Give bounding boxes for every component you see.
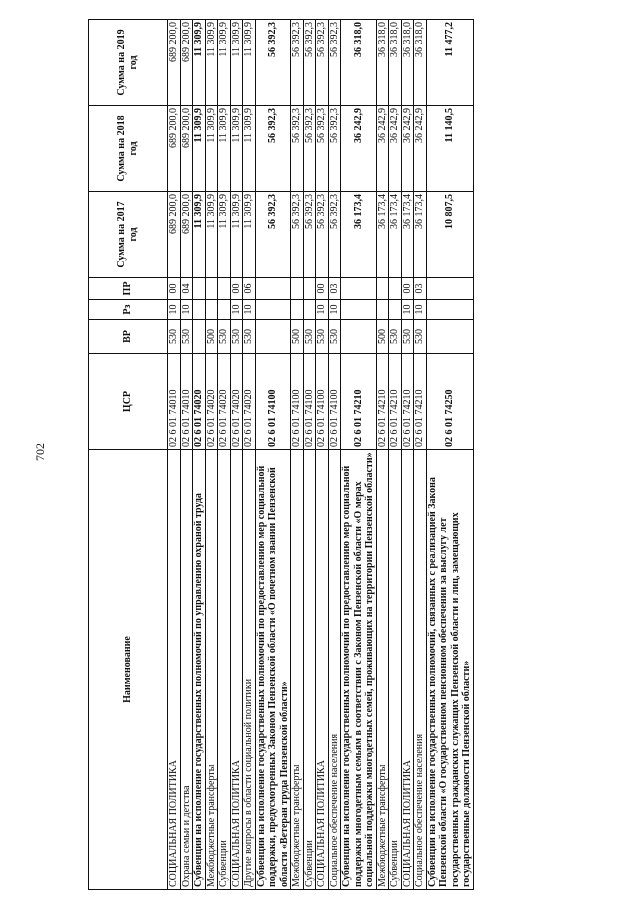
- page-number: 702: [33, 443, 47, 461]
- table-row: [303, 20, 316, 890]
- cell-sum-2017: 56 392,3: [316, 192, 329, 278]
- header-name: Наименование: [89, 450, 168, 890]
- cell-pr: [193, 278, 206, 300]
- cell-sum-2019: 11 477,2: [426, 20, 473, 106]
- cell-sum-2017: 36 173,4: [401, 192, 414, 278]
- cell-rz: [341, 300, 377, 320]
- cell-rz: 10: [230, 300, 243, 320]
- cell-sum-2018: 11 309,9: [243, 106, 256, 192]
- cell-name: Субвенции на исполнение государственных полномочий по предоставлению мер социальной поддержки многодетным семьям в соответствии с Законом Пензенской области «О мерах социальной поддержки многодетных семей, проживающих на территории Пензенской области»: [341, 450, 377, 890]
- cell-sum-2019: 36 318,0: [341, 20, 377, 106]
- cell-vr: 530: [180, 320, 193, 354]
- header-sum-2019: Сумма на 2019 год: [89, 20, 168, 106]
- cell-csr: 02 6 01 74020: [230, 354, 243, 450]
- header-sum-2017: Сумма на 2017 год: [89, 192, 168, 278]
- cell-vr: [193, 320, 206, 354]
- cell-pr: [303, 278, 316, 300]
- cell-sum-2019: 56 392,3: [303, 20, 316, 106]
- cell-pr: 03: [414, 278, 427, 300]
- cell-sum-2018: 56 392,3: [291, 106, 304, 192]
- cell-vr: 530: [389, 320, 402, 354]
- cell-vr: 500: [291, 320, 304, 354]
- cell-sum-2019: 11 309,9: [218, 20, 231, 106]
- cell-sum-2017: 11 309,9: [230, 192, 243, 278]
- cell-vr: 530: [218, 320, 231, 354]
- cell-pr: [426, 278, 473, 300]
- cell-pr: 00: [230, 278, 243, 300]
- cell-sum-2019: 56 392,3: [291, 20, 304, 106]
- cell-name: Субвенции на исполнение государственных полномочий по предоставлению мер социальной поддержки, предусмотренных Законом Пензенской области «О почетном звании Пензенской области «Ветеран труда Пензенской области»: [255, 450, 291, 890]
- table-row: [218, 20, 231, 890]
- cell-sum-2017: 56 392,3: [291, 192, 304, 278]
- cell-sum-2019: 36 318,0: [389, 20, 402, 106]
- cell-sum-2018: 36 242,9: [401, 106, 414, 192]
- cell-sum-2019: 11 309,9: [193, 20, 206, 106]
- cell-sum-2017: 10 807,5: [426, 192, 473, 278]
- cell-sum-2018: 11 309,9: [230, 106, 243, 192]
- cell-name: Другие вопросы в области социальной политики: [243, 450, 256, 890]
- cell-sum-2017: 36 173,4: [389, 192, 402, 278]
- cell-sum-2018: 36 242,9: [376, 106, 389, 192]
- cell-pr: [218, 278, 231, 300]
- cell-pr: [341, 278, 377, 300]
- cell-name: Субвенции: [303, 450, 316, 890]
- cell-csr: 02 6 01 74210: [341, 354, 377, 450]
- cell-rz: [376, 300, 389, 320]
- cell-sum-2019: 11 309,9: [205, 20, 218, 106]
- cell-vr: [341, 320, 377, 354]
- cell-sum-2017: 11 309,9: [218, 192, 231, 278]
- cell-name: Социальное обеспечение населения: [328, 450, 341, 890]
- cell-csr: 02 6 01 74100: [303, 354, 316, 450]
- cell-pr: 00: [401, 278, 414, 300]
- cell-sum-2018: 56 392,3: [255, 106, 291, 192]
- cell-csr: 02 6 01 74010: [168, 354, 181, 450]
- table-row: [291, 20, 304, 890]
- cell-sum-2018: 56 392,3: [328, 106, 341, 192]
- cell-rz: [218, 300, 231, 320]
- cell-rz: [389, 300, 402, 320]
- cell-name: СОЦИАЛЬНАЯ ПОЛИТИКА: [168, 450, 181, 890]
- cell-name: Социальное обеспечение населения: [414, 450, 427, 890]
- cell-vr: 530: [414, 320, 427, 354]
- cell-vr: 530: [230, 320, 243, 354]
- cell-csr: 02 6 01 74020: [218, 354, 231, 450]
- cell-vr: 500: [376, 320, 389, 354]
- cell-csr: 02 6 01 74100: [316, 354, 329, 450]
- cell-sum-2018: 11 309,9: [218, 106, 231, 192]
- table-row: [168, 20, 181, 890]
- cell-sum-2017: 11 309,9: [193, 192, 206, 278]
- cell-vr: [426, 320, 473, 354]
- cell-name: Охрана семьи и детства: [180, 450, 193, 890]
- cell-rz: 10: [414, 300, 427, 320]
- cell-pr: [255, 278, 291, 300]
- table-row: [316, 20, 329, 890]
- cell-rz: [303, 300, 316, 320]
- cell-vr: 500: [205, 320, 218, 354]
- cell-name: СОЦИАЛЬНАЯ ПОЛИТИКА: [230, 450, 243, 890]
- cell-sum-2017: 56 392,3: [303, 192, 316, 278]
- cell-vr: 530: [303, 320, 316, 354]
- cell-pr: [376, 278, 389, 300]
- cell-csr: 02 6 01 74010: [180, 354, 193, 450]
- cell-rz: 10: [243, 300, 256, 320]
- cell-sum-2019: 36 318,0: [414, 20, 427, 106]
- cell-csr: 02 6 01 74020: [193, 354, 206, 450]
- table-row: [389, 20, 402, 890]
- cell-rz: [205, 300, 218, 320]
- rotated-page-content: [88, 20, 548, 890]
- cell-pr: 00: [168, 278, 181, 300]
- cell-name: Межбюджетные трансферты: [376, 450, 389, 890]
- cell-rz: 10: [316, 300, 329, 320]
- cell-csr: 02 6 01 74210: [414, 354, 427, 450]
- cell-rz: 10: [401, 300, 414, 320]
- cell-vr: 530: [168, 320, 181, 354]
- table-row: [414, 20, 427, 890]
- cell-sum-2018: 11 309,9: [205, 106, 218, 192]
- cell-csr: 02 6 01 74210: [389, 354, 402, 450]
- cell-vr: [255, 320, 291, 354]
- cell-rz: 10: [180, 300, 193, 320]
- cell-pr: [291, 278, 304, 300]
- cell-csr: 02 6 01 74210: [376, 354, 389, 450]
- cell-name: Субвенции: [389, 450, 402, 890]
- cell-pr: [389, 278, 402, 300]
- header-sum-2018: Сумма на 2018 год: [89, 106, 168, 192]
- cell-sum-2018: 11 140,5: [426, 106, 473, 192]
- cell-sum-2019: 56 392,3: [316, 20, 329, 106]
- cell-sum-2018: 36 242,9: [389, 106, 402, 192]
- cell-name: Субвенции на исполнение государственных полномочий, связанных с реализацией Закона Пензенской области «О государственном пенсионном обеспечении за выслугу лет государственных гражданских служащих Пензенской области и лиц, замещающих государственные должности Пензенской области»: [426, 450, 473, 890]
- cell-rz: [426, 300, 473, 320]
- table-row: [401, 20, 414, 890]
- cell-sum-2018: 56 392,3: [303, 106, 316, 192]
- cell-rz: [193, 300, 206, 320]
- cell-csr: 02 6 01 74020: [243, 354, 256, 450]
- header-csr: ЦСР: [89, 354, 168, 450]
- budget-table: [88, 19, 474, 890]
- table-row: [255, 20, 291, 890]
- cell-csr: 02 6 01 74210: [401, 354, 414, 450]
- cell-sum-2019: 11 309,9: [243, 20, 256, 106]
- cell-sum-2017: 36 173,4: [376, 192, 389, 278]
- cell-name: СОЦИАЛЬНАЯ ПОЛИТИКА: [316, 450, 329, 890]
- cell-sum-2019: 689 200,0: [168, 20, 181, 106]
- table-header-row: [89, 20, 168, 890]
- cell-sum-2019: 36 318,0: [376, 20, 389, 106]
- cell-name: СОЦИАЛЬНАЯ ПОЛИТИКА: [401, 450, 414, 890]
- table-row: [193, 20, 206, 890]
- cell-vr: 530: [401, 320, 414, 354]
- cell-sum-2017: 56 392,3: [255, 192, 291, 278]
- cell-vr: 530: [316, 320, 329, 354]
- header-pr: ПР: [89, 278, 168, 300]
- cell-sum-2018: 689 200,0: [180, 106, 193, 192]
- cell-sum-2017: 36 173,4: [414, 192, 427, 278]
- cell-vr: 530: [243, 320, 256, 354]
- cell-sum-2017: 689 200,0: [180, 192, 193, 278]
- table-row: [376, 20, 389, 890]
- cell-sum-2019: 36 318,0: [401, 20, 414, 106]
- cell-sum-2019: 56 392,3: [328, 20, 341, 106]
- cell-sum-2018: 11 309,9: [193, 106, 206, 192]
- cell-vr: 530: [328, 320, 341, 354]
- table-row: [243, 20, 256, 890]
- cell-sum-2019: 56 392,3: [255, 20, 291, 106]
- table-row: [341, 20, 377, 890]
- cell-rz: [291, 300, 304, 320]
- cell-name: Субвенции: [218, 450, 231, 890]
- cell-pr: 04: [180, 278, 193, 300]
- cell-sum-2017: 11 309,9: [243, 192, 256, 278]
- cell-sum-2017: 11 309,9: [205, 192, 218, 278]
- table-row: [230, 20, 243, 890]
- cell-csr: 02 6 01 74100: [255, 354, 291, 450]
- cell-pr: 06: [243, 278, 256, 300]
- cell-sum-2019: 11 309,9: [230, 20, 243, 106]
- cell-sum-2019: 689 200,0: [180, 20, 193, 106]
- cell-sum-2018: 56 392,3: [316, 106, 329, 192]
- cell-name: Межбюджетные трансферты: [205, 450, 218, 890]
- cell-name: Субвенции на исполнение государственных полномочий по управлению охраной труда: [193, 450, 206, 890]
- cell-sum-2018: 36 242,9: [414, 106, 427, 192]
- cell-pr: 00: [316, 278, 329, 300]
- cell-csr: 02 6 01 74020: [205, 354, 218, 450]
- cell-csr: 02 6 01 74250: [426, 354, 473, 450]
- cell-rz: 10: [168, 300, 181, 320]
- cell-csr: 02 6 01 74100: [291, 354, 304, 450]
- cell-pr: 03: [328, 278, 341, 300]
- cell-sum-2017: 56 392,3: [328, 192, 341, 278]
- cell-pr: [205, 278, 218, 300]
- table-row: [205, 20, 218, 890]
- table-row: [180, 20, 193, 890]
- cell-sum-2017: 689 200,0: [168, 192, 181, 278]
- cell-sum-2018: 689 200,0: [168, 106, 181, 192]
- table-row: [426, 20, 473, 890]
- cell-rz: 10: [328, 300, 341, 320]
- cell-rz: [255, 300, 291, 320]
- cell-sum-2018: 36 242,9: [341, 106, 377, 192]
- header-rz: Рз: [89, 300, 168, 320]
- table-row: [328, 20, 341, 890]
- cell-name: Межбюджетные трансферты: [291, 450, 304, 890]
- cell-csr: 02 6 01 74100: [328, 354, 341, 450]
- cell-sum-2017: 36 173,4: [341, 192, 377, 278]
- header-vr: ВР: [89, 320, 168, 354]
